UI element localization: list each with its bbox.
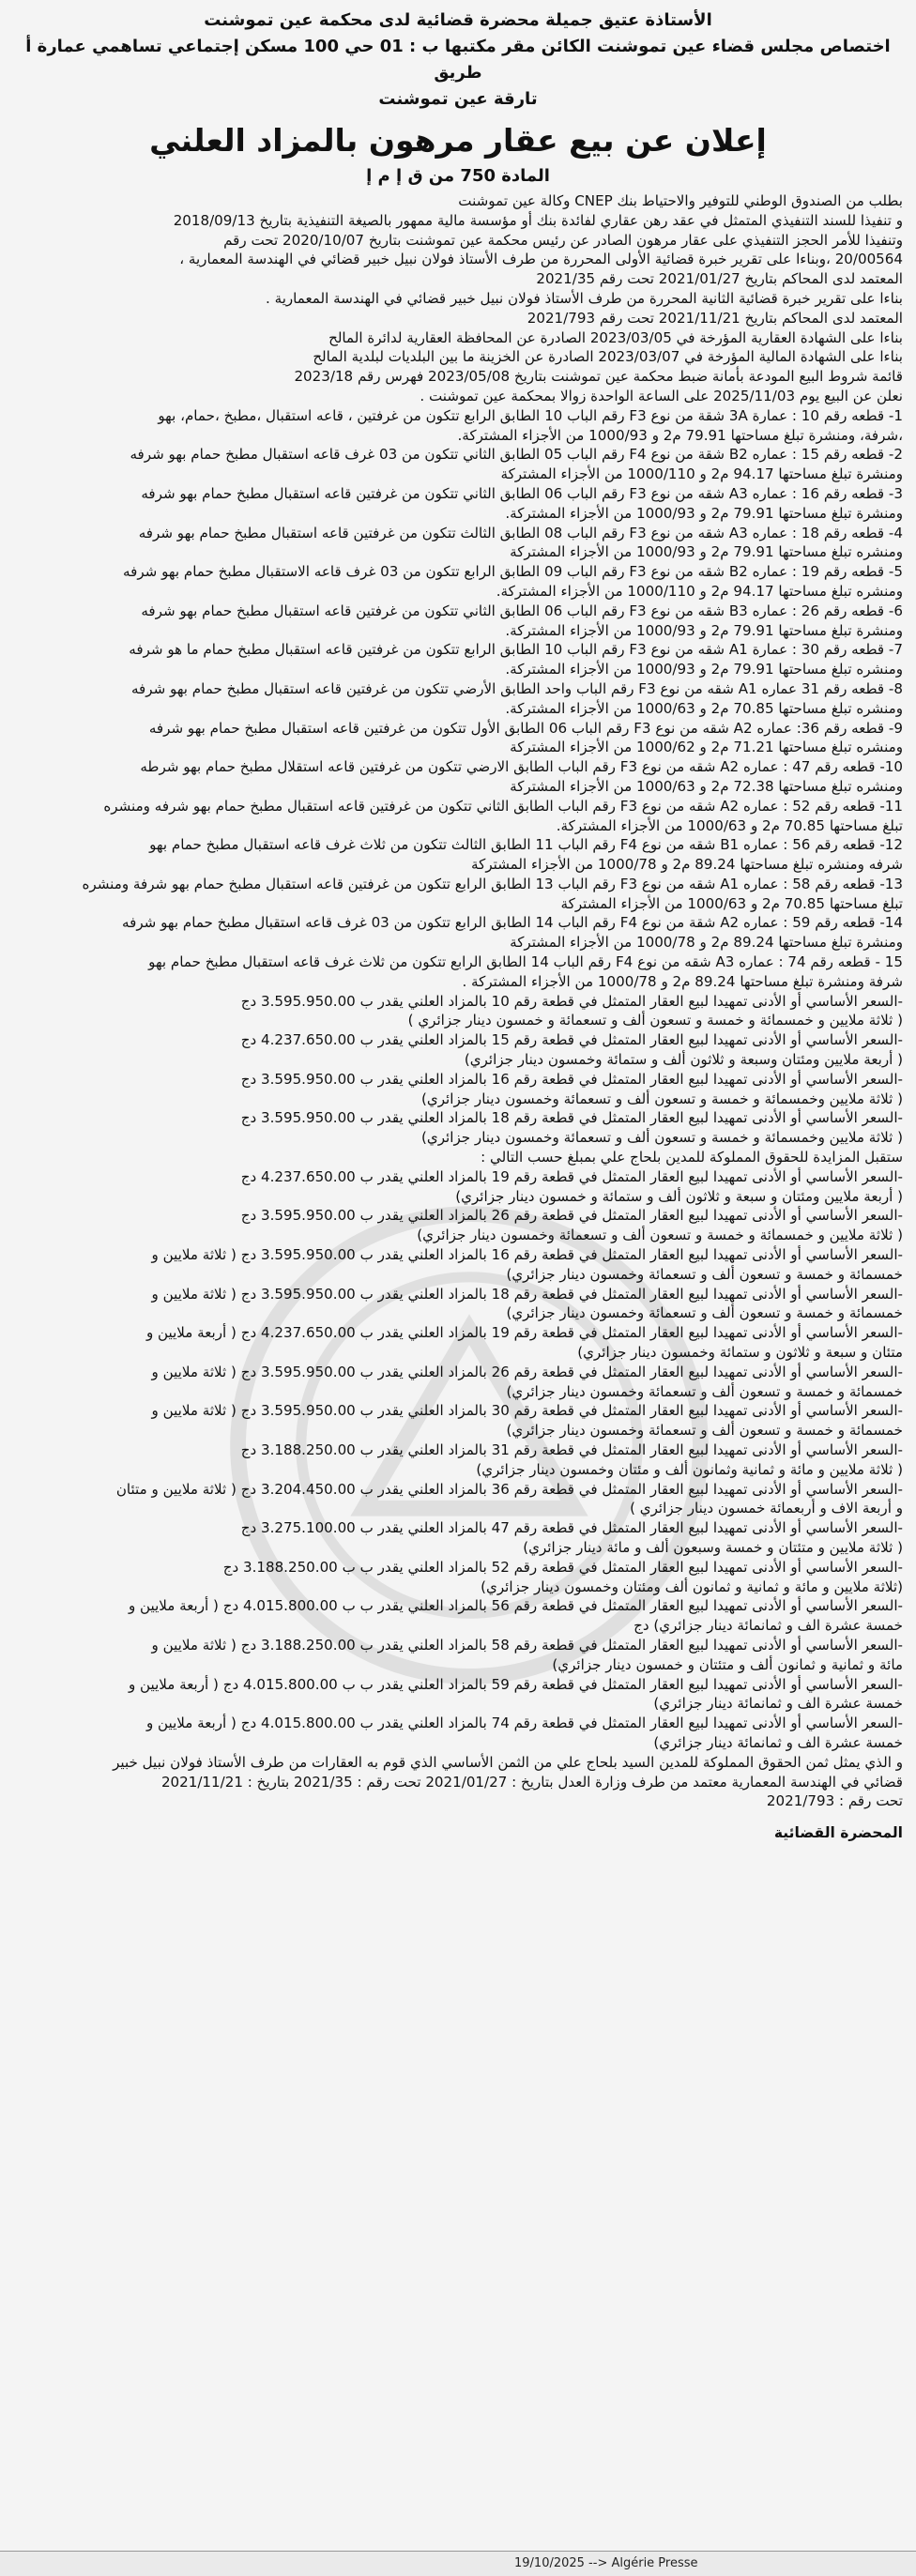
lot-description-line: 5- قطعه رقم 19 : عماره B2 شقه من نوع F3 رقم الباب 09 الطابق الرابع تتكون من 03 غرف قاعه الاستقبال مطبخ حمام بهو شرفه — [123, 563, 903, 581]
reserve-price-line: -السعر الأساسي أو الأدنى تمهيدا لبيع العقار المتمثل في قطعة رقم 31 بالمزاد العلني يقدر ب 3.188.250.00 دج — [240, 1441, 903, 1458]
reserve-price-line: قضائي في الهندسة المعمارية معتمد من طرف وزارة العدل بتاريخ : 2021/01/27 تحت رقم : 2021/35 بتاريخ : 2021/11/21 — [160, 1773, 903, 1791]
lot-description-line: ومنشره تبلغ مساحتها 72.38 م2 و 1000/63 من الأجزاء المشتركة — [510, 777, 903, 795]
footer-date-stamp: 19/10/2025 --> Algérie Presse — [514, 2556, 698, 2570]
reserve-price-line: ( ثلاثة ملايين و خمسمائة و خمسة و تسعون ألف و تسعمائة و خمسون دينار جزائري ) — [407, 1012, 903, 1029]
intro-line: المعتمد لدى المحاكم بتاريخ 2021/01/27 تحت رقم 2021/35 — [536, 270, 903, 288]
lot-description-line: ومنشره تبلغ مساحتها 79.91 م2 و 1000/93 من الأجزاء المشتركة — [510, 543, 903, 561]
reserve-price-line: مائة و ثمانية و ثمانون ألف و متئتان و خمسون دينار جزائري) — [552, 1655, 903, 1673]
lot-description-line: ،شرفة، ومنشرة تبلغ مساحتها 79.91 م2 و 1000/93 من الأجزاء المشتركة. — [457, 426, 903, 444]
intro-line: بطلب من الصندوق الوطني للتوفير والاحتياط بنك CNEP وكالة عين تموشنت — [458, 192, 903, 209]
lot-description-line: ومنشره تبلغ مساحتها 79.91 م2 و 1000/93 من الأجزاء المشتركة. — [505, 661, 903, 678]
lot-description-line: 12- قطعه رقم 56 : عماره B1 شقه من نوع F4 رقم الباب 11 الطابق الثالث تتكون من ثلاث غرف قاعه استقبال مطبخ حمام بهو — [149, 836, 903, 854]
reserve-price-line: ( أربعة ملايين ومئتان و سبعة و ثلاثون ألف و ستمائة و خمسون دينار جزائري) — [455, 1187, 903, 1205]
reserve-price-line: -السعر الأساسي أو الأدنى تمهيدا لبيع العقار المتمثل في قطعة رقم 16 بالمزاد العلني يقدر ب 3.595.950.00 دج — [240, 1070, 903, 1088]
lot-description-line: تبلغ مساحتها 70.85 م2 و 1000/63 من الأجزاء المشتركة. — [556, 816, 903, 834]
reserve-price-line: -السعر الأساسي أو الأدنى تمهيدا لبيع العقار المتمثل في قطعة رقم 18 بالمزاد العلني يقدر ب 3.595.950.00 دج — [240, 1109, 903, 1127]
lot-description-line: ومنشرة تبلغ مساحتها 79.91 م2 و 1000/93 من الأجزاء المشتركة. — [505, 621, 903, 639]
lot-description-line: 13- قطعه رقم 58 : عماره A1 شقه من نوع F3 رقم الباب 13 الطابق الرابع تتكون من غرفتين قاعه استقبال مطبخ حمام بهو شرفة ومنشره — [82, 875, 903, 892]
legal-article: المادة 750 من ق إ م إ — [366, 166, 550, 186]
intro-line: قائمة شروط البيع المودعة بأمانة ضبط محكمة عين تموشنت بتاريخ 2023/05/08 فهرس رقم 2023/18 — [294, 368, 903, 386]
reserve-price-line: -السعر الأساسي أو الأدنى تمهيدا لبيع العقار المتمثل في قطعة رقم 19 بالمزاد العلني يقدر ب 4.237.650.00 دج ( أربعة ملايين و — [145, 1324, 903, 1342]
reserve-price-line: -السعر الأساسي أو الأدنى تمهيدا لبيع العقار المتمثل في قطعة رقم 56 بالمزاد العلني يقدر ب ب 4.015.800.00 دج ( أربعة ملايين و — [128, 1597, 903, 1615]
reserve-price-line: ( ثلاثة ملايين و خمسمائة و خمسة و تسعون ألف و تسعمائة وخمسون دينار جزائري) — [417, 1227, 903, 1244]
lot-description-line: 4- قطعه رقم 18 : عماره A3 شقه من نوع F3 رقم الباب 08 الطابق الثالث تتكون من غرفتين قاعه استقبال مطبخ حمام بهو شرفه — [138, 524, 903, 541]
lot-description-line: ومنشره تبلغ مساحتها 70.85 م2 و 1000/63 من الأجزاء المشتركة. — [505, 699, 903, 717]
header — [13, 8, 903, 113]
reserve-price-line: -السعر الأساسي أو الأدنى تمهيدا لبيع العقار المتمثل في قطعة رقم 58 بالمزاد العلني يقدر ب 3.188.250.00 دج ( ثلاثة ملايين و — [151, 1636, 903, 1654]
lot-description-line: تبلغ مساحتها 70.85 م2 و 1000/63 من الأجزاء المشتركة — [560, 894, 903, 912]
reserve-price-line: -السعر الأساسي أو الأدنى تمهيدا لبيع العقار المتمثل في قطعة رقم 26 بالمزاد العلني يقدر ب 3.595.950.00 دج ( ثلاثة ملايين و — [151, 1363, 903, 1380]
reserve-price-line: -السعر الأساسي أو الأدنى تمهيدا لبيع العقار المتمثل في قطعة رقم 74 بالمزاد العلني يقدر ب 4.015.800.00 دج ( أربعة ملايين و — [145, 1715, 903, 1732]
lot-description-line: 1- قطعه رقم 10 : عمارة 3A شقة من نوع F3 رقم الباب 10 الطابق الرابع تتكون من غرفتين ، قاعه استقبال ،مطبخ ،حمام، بهو — [158, 406, 903, 424]
reserve-price-line: -السعر الأساسي أو الأدنى تمهيدا لبيع العقار المتمثل في قطعة رقم 52 بالمزاد العلني يقدر ب ب 3.188.250.00 دج — [222, 1558, 903, 1576]
reserve-price-line: -السعر الأساسي أو الأدنى تمهيدا لبيع العقار المتمثل في قطعة رقم 16 بالمزاد العلني يقدر ب 3.595.950.00 دج ( ثلاثة ملايين و — [151, 1246, 903, 1264]
reserve-price-line: -السعر الأساسي أو الأدنى تمهيدا لبيع العقار المتمثل في قطعة رقم 19 بالمزاد العلني يقدر ب 4.237.650.00 دج — [240, 1167, 903, 1185]
intro-line: 20/00564 ،وبناءا على تقرير خبرة قضائية الأولى المحررة من طرف الأستاذ فولان نبيل خبير قضائي في الهندسة المعمارية ، — [179, 251, 903, 268]
intro-section — [13, 191, 903, 406]
lots-section — [13, 406, 903, 992]
bailiff-signature: المحضرة القضائية — [773, 1824, 903, 1842]
reserve-price-line: خمسة عشرة الف و ثمانمائة دينار جزائري) — [653, 1733, 903, 1751]
lot-description-line: ومنشرة تبلغ مساحتها 79.91 م2 و 1000/93 من الأجزاء المشتركة. — [505, 504, 903, 522]
reserve-price-line: (ثلاثة ملايين و مائة و ثمانية و ثمانون ألف ومئتان وخمسون دينار جزائري) — [481, 1578, 903, 1595]
reserve-price-line: -السعر الأساسي أو الأدنى تمهيدا لبيع العقار المتمثل في قطعة رقم 15 بالمزاد العلني يقدر ب 4.237.650.00 دج — [240, 1031, 903, 1049]
reserve-price-line: ( ثلاثة ملايين و متئتان و خمسة وسبعون ألف و مائة دينار جزائري) — [523, 1538, 903, 1556]
lot-description-line: 3- قطعه رقم 16 : عماره A3 شقه من نوع F3 رقم الباب 06 الطابق الثاني تتكون من غرفتين قاعه استقبال مطبخ حمام بهو شرفه — [141, 484, 903, 502]
reserve-price-line: ( ثلاثة ملايين وخمسمائة و خمسة و تسعون ألف و تسعمائة وخمسون دينار جزائري) — [421, 1090, 903, 1107]
lot-description-line: 10- قطعه رقم 47 : عماره A2 شقه من نوع F3 رقم الباب الطابق الارضي تتكون من غرفتين قاعه استقلال مطبخ حمام بهو شرطه — [140, 758, 903, 776]
reserve-price-line: تحت رقم : 2021/793 — [766, 1792, 903, 1810]
lot-description-line: 15 - قطعه رقم 74 : عماره A3 شقه من نوع F4 رقم الباب 14 الطابق الرابع تتكون من ثلاث غرف قاعه استقبال مطبخ حمام بهو — [148, 953, 903, 971]
lot-description-line: شرفه ومنشره تبلغ مساحتها 89.24 م2 و 1000/78 من الأجزاء المشتركة — [471, 856, 903, 874]
reserve-price-line: ( ثلاثة ملايين وخمسمائة و خمسة و تسعون ألف و تسعمائة وخمسون دينار جزائري) — [421, 1129, 903, 1147]
lot-description-line: ومنشرة تبلغ مساحتها 89.24 م2 و 1000/78 من الأجزاء المشتركة — [510, 934, 903, 952]
header-office-city: تارقة عين تموشنت — [378, 89, 538, 109]
reserve-price-line: -السعر الأساسي أو الأدنى تمهيدا لبيع العقار المتمثل في قطعة رقم 30 بالمزاد العلني يقدر ب 3.595.950.00 دج ( ثلاثة ملايين و — [151, 1402, 903, 1420]
lot-description-line: 9- قطعه رقم 36: عماره A2 شقه من نوع F3 رقم الباب 06 الطابق الأول تتكون من غرفتين قاعه استقبال مطبخ حمام بهو شرفه — [148, 719, 903, 737]
lot-description-line: 2- قطعه رقم 15 : عماره B2 شقة من نوع F4 رقم الباب 05 الطابق الثاني تتكون من 03 غرف قاعه استقبال مطبخ حمام بهو شرفه — [130, 446, 903, 464]
reserve-price-line: متئان و سبعة و ثلاثون و ستمائة وخمسون دينار جزائري) — [577, 1344, 903, 1362]
reserve-price-line: -السعر الأساسي أو الأدنى تمهيدا لبيع العقار المتمثل في قطعة رقم 59 بالمزاد العلني يقدر ب ب 4.015.800.00 دج ( أربعة ملايين و — [128, 1675, 903, 1693]
reserve-price-line: و أربعة الاف و أربعمائة خمسون دينار جزائري ) — [630, 1500, 903, 1517]
reserve-price-line: خمسمائة و خمسة و تسعون ألف و تسعمائة وخمسون دينار جزائري) — [506, 1304, 903, 1322]
intro-line: بناءا على تقرير خبرة قضائية الثانية المحررة من طرف الأستاذ فولان نبيل خبير قضائي في الهندسة المعمارية . — [266, 289, 903, 307]
reserve-price-line: -السعر الأساسي أو الأدنى تمهيدا لبيع العقار المتمثل في قطعة رقم 10 بالمزاد العلني يقدر ب 3.595.950.00 دج — [240, 992, 903, 1010]
reserve-price-line: ستقبل المزايدة للحقوق المملوكة للمدين بلحاج علي بمبلغ حسب التالي : — [481, 1149, 903, 1166]
lot-description-line: 8- قطعه رقم 31 عماره A1 شقه من نوع F3 رقم الباب واحد الطابق الأرضي تتكون من غرفتين قاعه استقبال مطبخ حمام بهو شرفه — [130, 679, 903, 697]
reserve-price-line: خمسة عشرة الف و ثمانمائة دينار جزائري) — [653, 1695, 903, 1713]
intro-line: المعتمد لدى المحاكم بتاريخ 2021/11/21 تحت رقم 2021/793 — [527, 309, 903, 327]
reserve-price-line: -السعر الأساسي أو الأدنى تمهيدا لبيع العقار المتمثل في قطعة رقم 18 بالمزاد العلني يقدر ب 3.595.950.00 دج ( ثلاثة ملايين و — [151, 1285, 903, 1303]
reserve-price-line: -السعر الأساسي أو الأدنى تمهيدا لبيع العقار المتمثل في قطعة رقم 47 بالمزاد العلني يقدر ب 3.275.100.00 دج — [240, 1519, 903, 1537]
reserve-price-line: و الذي يمثل ثمن الحقوق المملوكة للمدين السيد بلحاج علي من الثمن الأساسي الذي قوم به العقارات من طرف الأستاذ فولان نبيل خبير — [113, 1753, 903, 1771]
page-title: إعلان عن بيع عقار مرهون بالمزاد العلني — [149, 122, 767, 159]
reserve-price-line: ( أربعة ملايين ومئتان وسبعة و ثلاثون ألف و ستمائة وخمسون دينار جزائري) — [464, 1051, 903, 1069]
intro-line: وتنفيذا للأمر الحجز التنفيذي على عقار مرهون الصادر عن رئيس محكمة عين تموشنت بتاريخ 2020/10/07 تحت رقم — [223, 231, 903, 249]
reserve-price-line: -السعر الأساسي أو الأدنى تمهيدا لبيع العقار المتمثل في قطعة رقم 26 بالمزاد العلني يقدر ب 3.595.950.00 دج — [240, 1207, 903, 1225]
lot-description-line: 7- قطعه رقم 30 : عمارة A1 شقه من نوع F3 رقم الباب 10 الطابق الرابع تتكون من غرفتين قاعه استقبال مطبخ حمام ما هو شرفه — [129, 641, 903, 659]
footer-bar — [0, 2551, 916, 2576]
lot-description-line: ومنشره تبلغ مساحتها 94.17 م2 و 1000/110 من الأجزاء المشتركة. — [496, 582, 903, 600]
header-office-address: اختصاص مجلس قضاء عين تموشنت الكائن مقر مكتبها ب : 01 حي 100 مسكن إجتماعي تساهمي عمارة أ طريق — [25, 37, 891, 83]
lot-description-line: 14- قطعه رقم 59 : عماره A2 شقة من نوع F4 رقم الباب 14 الطابق الرابع تتكون من 03 غرف قاعه استقبال مطبخ حمام بهو شرفه — [122, 914, 903, 932]
reserve-price-line: ( ثلاثة ملايين و مائة و ثمانية وثمانون ألف و مئتان وخمسون دينار جزائري) — [476, 1460, 903, 1478]
reserve-price-line: خمسمائة و خمسة و تسعون ألف و تسعمائة وخمسون دينار جزائري) — [506, 1382, 903, 1400]
prices-section — [13, 992, 903, 1811]
announcement-body — [13, 191, 903, 1811]
intro-line: و تنفيذا للسند التنفيذي المتمثل في عقد رهن عقاري لفائدة بنك أو مؤسسة مالية ممهور بالصيغة التنفيذية بتاريخ 2018/09/13 — [173, 211, 903, 229]
reserve-price-line: خمسمائة و خمسة و تسعون ألف و تسعمائة وخمسون دينار جزائري) — [506, 1265, 903, 1283]
intro-line: بناءا على الشهادة العقارية المؤرخة في 2023/03/05 الصادرة عن المحافظة العقارية لدائرة المالح — [328, 328, 903, 346]
lot-description-line: ومنشرة تبلغ مساحتها 94.17 م2 و 1000/110 من الأجزاء المشتركة — [500, 465, 903, 483]
intro-line: نعلن عن البيع يوم 2025/11/03 على الساعة الواحدة زوالا بمحكمة عين تموشنت . — [420, 387, 903, 404]
reserve-price-line: خمسمائة و خمسة و تسعون ألف و تسعمائة وخمسون دينار جزائري) — [506, 1422, 903, 1440]
reserve-price-line: خمسة عشرة الف و ثمانمائة دينار جزائري) دج — [634, 1617, 903, 1635]
intro-line: بناءا على الشهادة المالية المؤرخة في 2023/03/07 الصادرة عن الخزينة ما بين البلديات لبلدية المالح — [313, 348, 903, 366]
header-bailiff-name: الأستاذة عتيق جميلة محضرة قضائية لدى محكمة عين تموشنت — [204, 10, 712, 30]
lot-description-line: 11- قطعه رقم 52 : عماره A2 شقه من نوع F3 رقم الباب الطابق الثاني تتكون من غرفتين قاعه استقبال مطبخ حمام بهو شرفه ومنشره — [103, 797, 903, 815]
reserve-price-line: -السعر الأساسي أو الأدنى تمهيدا لبيع العقار المتمثل في قطعة رقم 36 بالمزاد العلني يقدر ب 3.204.450.00 دج ( ثلاثة ملايين و متئان — [115, 1480, 903, 1498]
lot-description-line: ومنشره تبلغ مساحتها 71.21 م2 و 1000/62 من الأجزاء المشتركة — [510, 739, 903, 756]
lot-description-line: شرفة ومنشرة تبلغ مساحتها 89.24 م2 و 1000/78 من الأجزاء المشتركة . — [462, 972, 903, 990]
lot-description-line: 6- قطعه رقم 26 : عماره B3 شقه من نوع F3 رقم الباب 06 الطابق الثاني تتكون من غرفتين قاعه استقبال مطبخ حمام بهو شرفه — [141, 602, 903, 619]
